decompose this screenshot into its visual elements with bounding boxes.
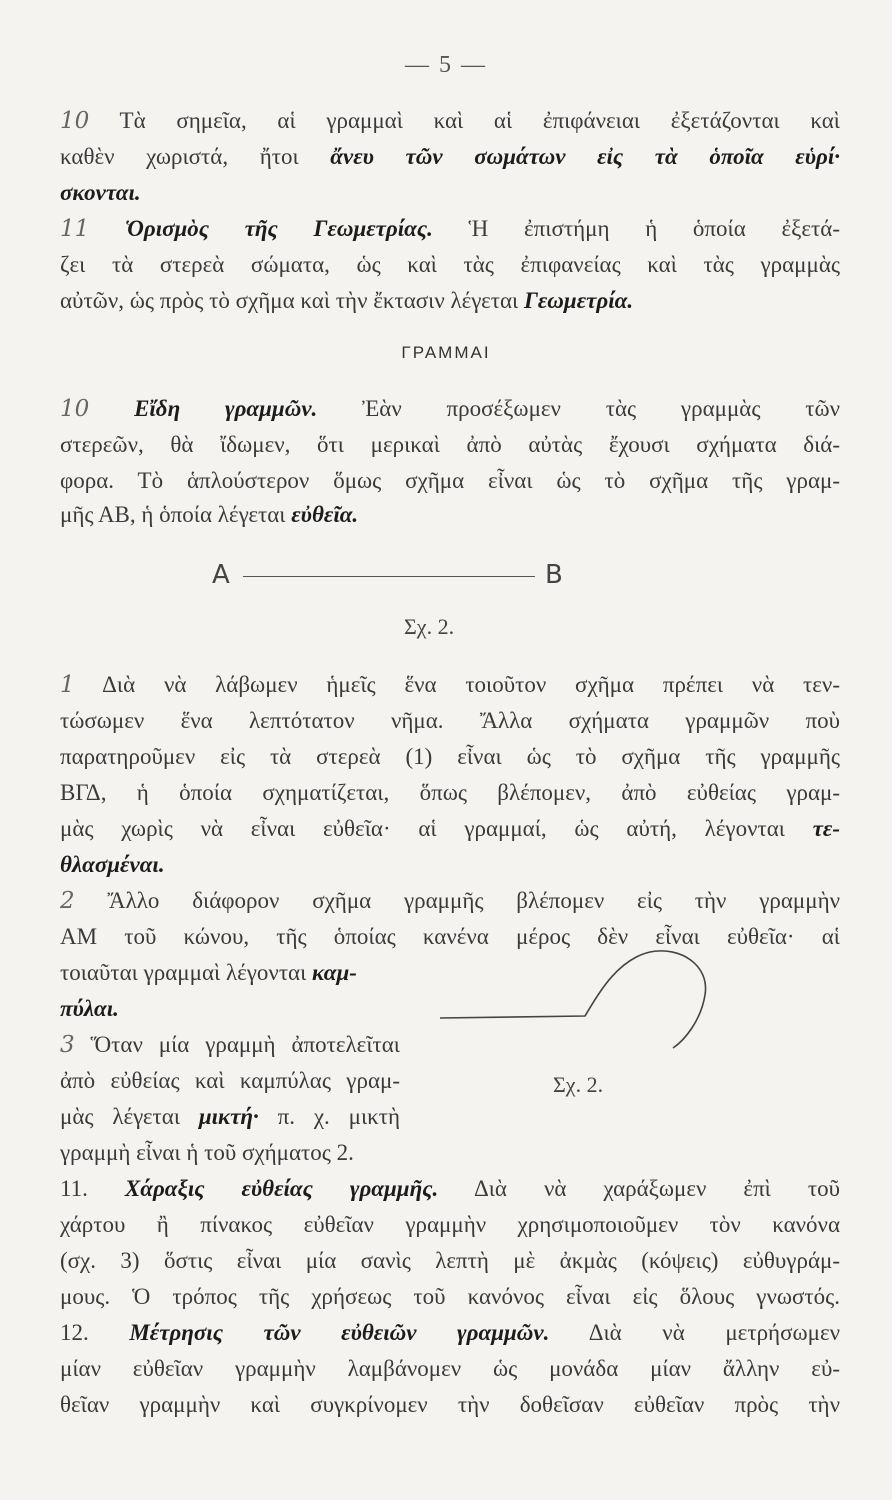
- handwritten-number: 3: [60, 1032, 75, 1058]
- text-line: 12. Μέτρησις τῶν εὐθειῶν γραμμῶν. Διὰ νὰ μετρήσωμεν: [60, 1320, 841, 1345]
- text-line: 10 Εἴδη γραμμῶν. Ἐὰν προσέξωμεν τὰς γραμμὰς τῶν: [60, 396, 841, 422]
- text-line: μὰς λέγεται μικτή· π. χ. μικτὴ: [60, 1104, 400, 1129]
- text-line: μὰς χωρὶς νὰ εἶναι εὐθεῖα· αἱ γραμμαί, ὡς αὐτή, λέγονται τε-: [60, 816, 840, 841]
- text-line: (σχ. 3) ὅστις εἶναι μία σανὶς λεπτὴ μὲ ἀκμὰς (κόψεις) εὐθυγράμ-: [60, 1248, 840, 1273]
- text-line: 10 Τὰ σημεῖα, αἱ γραμμαὶ καὶ αἱ ἐπιφάνειαι ἐξετάζονται καὶ: [60, 108, 840, 134]
- section-heading: ΓΡΑΜΜΑΙ: [401, 343, 491, 362]
- text-line: ΑΜ τοῦ κώνου, τῆς ὁποίας κανένα μέρος δὲν εἶναι εὐθεῖα· αἱ: [60, 924, 840, 949]
- text-line: 11. Χάραξις εὐθείας γραμμῆς. Διὰ νὰ χαράξωμεν ἐπὶ τοῦ: [60, 1176, 840, 1201]
- text-line: γραμμὴ εἶναι ἡ τοῦ σχήματος 2.: [60, 1140, 354, 1165]
- text-line: χάρτου ἢ πίνακος εὐθεῖαν γραμμὴν χρησιμοποιοῦμεν τὸν κανόνα: [60, 1212, 840, 1237]
- handwritten-number: 1: [60, 672, 75, 698]
- text-line: στερεῶν, θὰ ἴδωμεν, ὅτι μερικαὶ ἀπὸ αὐτὰς ἔχουσι σχήματα διά-: [60, 432, 840, 457]
- handwritten-number: 10: [60, 396, 90, 422]
- text-line: μους. Ὁ τρόπος τῆς χρήσεως τοῦ κανόνος εἶναι εἰς ὅλους γνωστός.: [60, 1284, 840, 1309]
- text-line: ΒΓΔ, ἡ ὁποία σχηματίζεται, ὅπως βλέπομεν, ἀπὸ εὐθείας γραμ-: [60, 780, 840, 805]
- text-line: παρατηροῦμεν εἰς τὰ στερεὰ (1) εἶναι ὡς τὸ σχῆμα τῆς γραμμῆς: [60, 744, 840, 769]
- figure-label-a: A: [212, 560, 230, 590]
- text-line: θεῖαν γραμμὴν καὶ συγκρίνομεν τὴν δοθεῖσαν εὐθεῖαν πρὸς τὴν: [60, 1392, 840, 1417]
- text-line: 3 Ὅταν μία γραμμὴ ἀποτελεῖται: [60, 1032, 400, 1058]
- figure-label-b: B: [545, 560, 563, 590]
- figure-caption: Σχ. 2.: [404, 614, 455, 639]
- straight-line-segment: [243, 576, 535, 577]
- mixed-line-figure: [435, 940, 715, 1060]
- text-line: καθὲν χωριστά, ἤτοι ἄνευ τῶν σωμάτων εἰς τὰ ὁποῖα εὑρί·: [60, 144, 840, 169]
- text-line: τώσωμεν ἕνα λεπτότατον νῆμα. Ἄλλα σχήματα γραμμῶν ποὺ: [60, 708, 840, 733]
- text-line: θλασμέναι.: [60, 852, 165, 877]
- text-line: ἀπὸ εὐθείας καὶ καμπύλας γραμ-: [60, 1068, 400, 1093]
- text-line: μίαν εὐθεῖαν γραμμὴν λαμβάνομεν ὡς μονάδα μίαν ἄλλην εὐ-: [60, 1356, 840, 1381]
- text-line: ζει τὰ στερεὰ σώματα, ὡς καὶ τὰς ἐπιφανείας καὶ τὰς γραμμὰς: [60, 252, 840, 277]
- page-number: — 5 —: [405, 52, 487, 78]
- text-line: αὐτῶν, ὡς πρὸς τὸ σχῆμα καὶ τὴν ἔκτασιν λέγεται Γεωμετρία.: [60, 288, 634, 313]
- text-line: σκονται.: [60, 180, 141, 205]
- handwritten-number: 11: [60, 216, 90, 242]
- text-line: 2 Ἄλλο διάφορον σχῆμα γραμμῆς βλέπομεν εἰς τὴν γραμμὴν: [60, 888, 840, 914]
- handwritten-number: 10: [60, 108, 90, 134]
- text-line: 1 Διὰ νὰ λάβωμεν ἡμεῖς ἕνα τοιοῦτον σχῆμα πρέπει νὰ τεν-: [60, 672, 840, 698]
- text-line: πύλαι.: [60, 996, 119, 1021]
- text-line: φορα. Τὸ ἁπλούστερον ὅμως σχῆμα εἶναι ὡς τὸ σχῆμα τῆς γραμ-: [60, 468, 840, 493]
- text-line: μῆς ΑΒ, ἡ ὁποία λέγεται εὐθεῖα.: [60, 502, 359, 527]
- text-line: τοιαῦται γραμμαὶ λέγονται καμ-: [60, 960, 357, 985]
- handwritten-number: 2: [60, 888, 75, 914]
- text-line: 11 Ὁρισμὸς τῆς Γεωμετρίας. Ἡ ἐπιστήμη ἡ ὁποία ἐξετά-: [60, 216, 840, 242]
- figure-caption: Σχ. 2.: [553, 1072, 604, 1097]
